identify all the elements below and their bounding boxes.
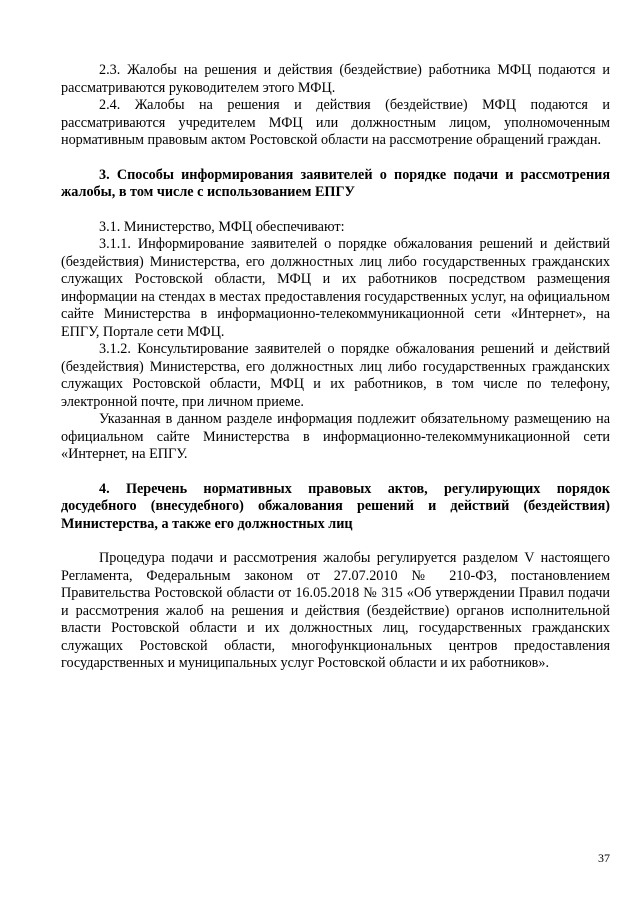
page-number: 37 xyxy=(598,851,610,865)
paragraph-3-1-1: 3.1.1. Информирование заявителей о порядке обжалования решений и действий (бездействия) Министерства, его должностных лиц либо государственных гражданских служащих Ростовской области, МФЦ и их работников посредством размещения информации на стендах в местах предоставления государственных услуг, на официальном сайте Министерства в информационно-телекоммуникационной сети «Интернет», на ЕПГУ, Портале сети МФЦ. xyxy=(61,236,610,340)
document-body xyxy=(61,62,610,673)
paragraph-3-1: 3.1. Министерство, МФЦ обеспечивают: xyxy=(99,218,345,235)
paragraph-2-3: 2.3. Жалобы на решения и действия (бездействие) работника МФЦ подаются и рассматриваются руководителем этого МФЦ. xyxy=(61,62,610,96)
paragraph-procedure: Процедура подачи и рассмотрения жалобы регулируется разделом V настоящего Регламента, Федеральным законом от 27.07.2010 № 210-ФЗ, постановлением Правительства Ростовской области от 16.05.2018 № 315 «Об утверждении Правил подачи и рассмотрения жалоб на решения и действия (бездействие) органов исполнительной власти Ростовской области и их должностных лиц, государственных гражданских служащих Ростовской области, многофункциональных центров предоставления государственных и муниципальных услуг Ростовской области и их работников». xyxy=(61,550,610,671)
paragraph-3-1-2: 3.1.2. Консультирование заявителей о порядке обжалования решений и действий (бездействия) Министерства, его должностных лиц либо государственных гражданских служащих Ростовской области, МФЦ и их работников, в том числе по телефону, электронной почте, при личном приеме. xyxy=(61,341,610,410)
paragraph-2-4: 2.4. Жалобы на решения и действия (бездействие) МФЦ подаются и рассматриваются учредителем МФЦ или должностным лицом, уполномоченным нормативным правовым актом Ростовской области на рассмотрение обращений граждан. xyxy=(61,97,610,148)
section-4-heading: 4. Перечень нормативных правовых актов, регулирующих порядок досудебного (внесудебного) обжалования решений и действий (бездействия) Министерства, а также его должностных лиц xyxy=(61,480,610,532)
section-3-heading: 3. Способы информирования заявителей о порядке подачи и рассмотрения жалобы, в том числе с использованием ЕПГУ xyxy=(61,166,610,200)
paragraph-info-placement: Указанная в данном разделе информация подлежит обязательному размещению на официальном сайте Министерства в информационно-телекоммуникационной сети «Интернет, на ЕПГУ. xyxy=(61,411,610,462)
